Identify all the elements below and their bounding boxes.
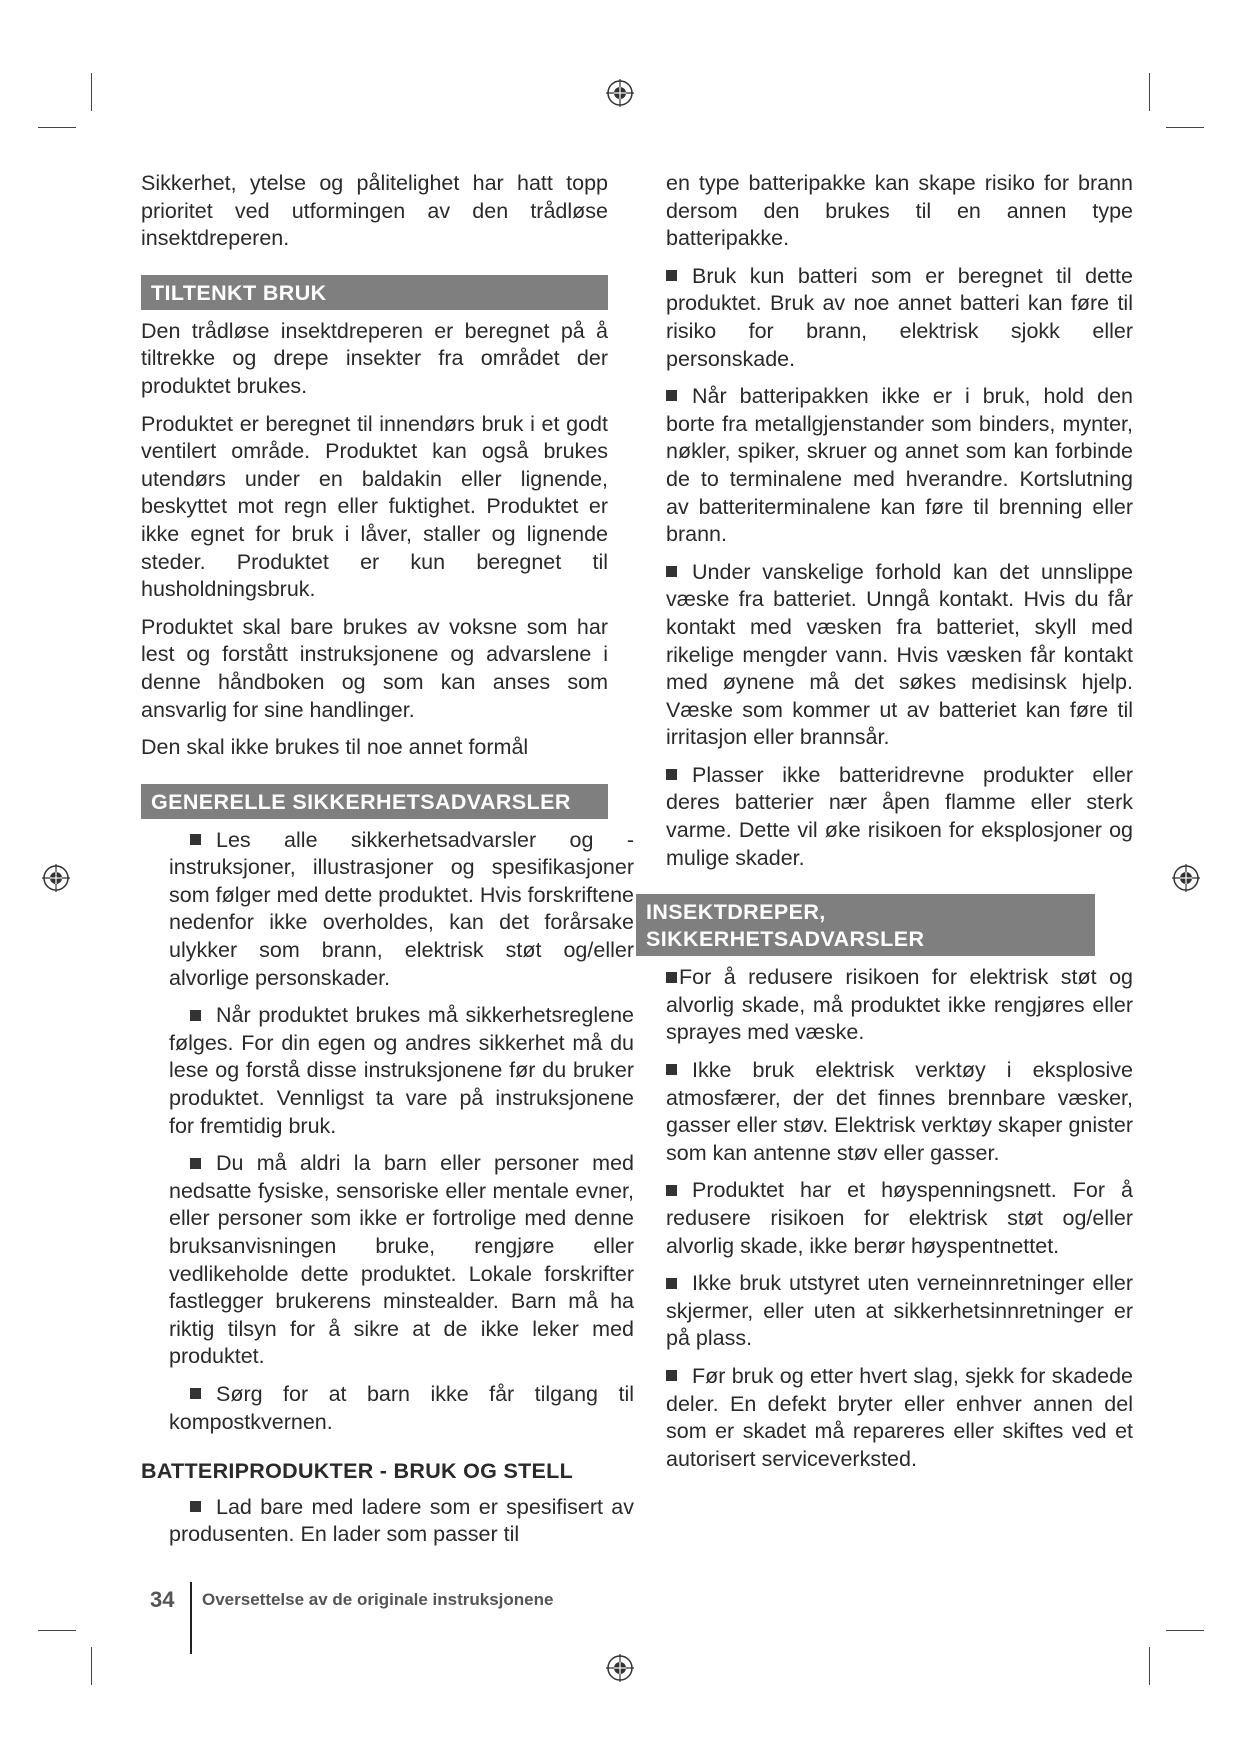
list-item: Ikke bruk utstyret uten verneinnretninger eller skjermer, eller uten at sikkerhetsinnretninger er på plass. — [666, 1271, 1133, 1351]
square-bullet-icon — [190, 1388, 201, 1399]
continued-paragraph: en type batteripakke kan skape risiko for brann dersom den brukes til en annen type batteripakke. — [666, 171, 1133, 251]
square-bullet-icon — [666, 1278, 677, 1289]
list-item: For å redusere risikoen for elektrisk støt og alvorlig skade, må produktet ikke rengjøres eller sprayes med væske. — [666, 965, 1133, 1045]
paragraph: Produktet er beregnet til innendørs bruk i et godt ventilert område. Produktet kan også brukes utendørs under en baldakin eller lignende, beskyttet mot regn eller fuktighet. Produktet er ikke egnet for bruk i låver, staller og lignende steder. Produktet er kun beregnet til husholdningsbruk. — [141, 411, 608, 602]
list-item: Ikke bruk elektrisk verktøy i eksplosive atmosfærer, der det finnes brennbare væsker, gasser eller støv. Elektrisk verktøy skaper gnister som kan antenne støv eller gasser. — [666, 1058, 1133, 1165]
square-bullet-icon — [190, 1158, 201, 1169]
square-bullet-icon — [666, 390, 677, 401]
footer-title: Oversettelse av de originale instruksjonene — [202, 1590, 554, 1609]
square-bullet-icon — [190, 1010, 201, 1021]
square-bullet-icon — [190, 1501, 201, 1512]
page-number: 34 — [150, 1587, 175, 1612]
crop-mark — [91, 73, 92, 111]
left-column — [141, 170, 634, 1559]
paragraph: Produktet skal bare brukes av voksne som har lest og forstått instruksjonene og advarslene i denne håndboken og som kan anses som ansvarlig for sine handlinger. — [141, 614, 608, 722]
intro-paragraph: Sikkerhet, ytelse og pålitelighet har hatt topp prioritet ved utformingen av den trådløse insektdreperen. — [141, 171, 608, 251]
bullet-list — [666, 263, 1133, 872]
square-bullet-icon — [666, 1185, 677, 1196]
registration-target-icon — [604, 77, 636, 109]
registration-target-icon — [604, 1652, 636, 1684]
list-item: Les alle sikkerhetsadvarsler og -instruksjoner, illustrasjoner og spesifikasjoner som følger med dette produktet. Hvis forskriftene nedenfor ikke overholdes, kan det forårsake ulykker som brann, elektrisk støt og/eller alvorlige personskader. — [169, 827, 634, 990]
square-bullet-icon — [190, 834, 201, 845]
crop-mark — [1149, 73, 1150, 111]
square-bullet-icon — [666, 769, 677, 780]
list-item: Du må aldri la barn eller personer med nedsatte fysiske, sensoriske eller mentale evner, eller personer som ikke er fortrolige med denne bruksanvisningen bruke, rengjøre eller vedlikeholde dette produktet. Lokale forskrifter fastlegger brukerens minstealder. Barn må ha riktig tilsyn for å sikre at de ikke leker med produktet. — [169, 1151, 634, 1369]
square-bullet-icon — [666, 972, 677, 983]
square-bullet-icon — [666, 1064, 677, 1075]
crop-mark — [38, 1630, 76, 1631]
list-item: Når batteripakken ikke er i bruk, hold den borte fra metallgjenstander som binders, mynter, nøkler, spiker, skruer og annet som kan forbinde de to terminalene med hverandre. Kortslutning av batteriterminalene kan føre til brenning eller brann. — [666, 384, 1133, 547]
registration-target-icon — [1170, 862, 1202, 894]
crop-mark — [1166, 127, 1204, 128]
heading-line: SIKKERHETSADVARSLER — [646, 927, 925, 952]
right-column — [646, 170, 1133, 1483]
registration-target-icon — [40, 862, 72, 894]
list-item: Under vanskelige forhold kan det unnslippe væske fra batteriet. Unngå kontakt. Hvis du får kontakt med væsken fra batteriet, skyll med rikelige mengder vann. Hvis væsken får kontakt med øynene må det søkes medisinsk hjelp. Væske som kommer ut av batteriet kan føre til irritasjon eller brannsår. — [666, 559, 1133, 750]
crop-mark — [91, 1647, 92, 1685]
section-heading-batteriprodukter: BATTERIPRODUKTER - BRUK OG STELL — [141, 1459, 574, 1484]
crop-mark — [1149, 1647, 1150, 1685]
list-item: Sørg for at barn ikke får tilgang til kompostkvernen. — [169, 1381, 634, 1434]
square-bullet-icon — [666, 566, 677, 577]
crop-mark — [1166, 1630, 1204, 1631]
crop-mark — [38, 127, 76, 128]
list-item: Plasser ikke batteridrevne produkter eller deres batterier nær åpen flamme eller sterk varme. Dette vil øke risikoen for eksplosjoner og mulige skader. — [666, 762, 1133, 870]
bullet-list — [169, 827, 634, 1436]
list-item: Produktet har et høyspenningsnett. For å redusere risikoen for elektrisk støt og/eller alvorlig skade, ikke berør høyspentnettet. — [666, 1178, 1133, 1258]
section-heading-generelle-sikkerhetsadvarsler: GENERELLE SIKKERHETSADVARSLER — [141, 784, 608, 819]
list-item: Når produktet brukes må sikkerhetsreglene følges. For din egen og andres sikkerhet må du lese og forstå disse instruksjonene før du bruker produktet. Vennligst ta vare på instruksjonene for fremtidig bruk. — [169, 1003, 634, 1138]
heading-line: INSEKTDREPER, — [646, 900, 826, 925]
paragraph: Den trådløse insektdreperen er beregnet på å tiltrekke og drepe insekter fra området der produktet brukes. — [141, 318, 608, 398]
bullet-list — [666, 964, 1133, 1473]
section-heading-insektdreper — [636, 894, 1095, 956]
square-bullet-icon — [666, 270, 677, 281]
paragraph: Den skal ikke brukes til noe annet formål — [141, 735, 529, 760]
list-item: Lad bare med ladere som er spesifisert av produsenten. En lader som passer til — [169, 1494, 634, 1547]
footer-divider — [190, 1582, 192, 1654]
bullet-list — [169, 1494, 634, 1549]
list-item: Før bruk og etter hvert slag, sjekk for skadede deler. En defekt bryter eller enhver annen del som er skadet må repareres eller skiftes ved et autorisert serviceverksted. — [666, 1363, 1133, 1471]
square-bullet-icon — [666, 1370, 677, 1381]
list-item: Bruk kun batteri som er beregnet til dette produktet. Bruk av noe annet batteri kan føre til risiko for brann, elektrisk sjokk eller personskade. — [666, 263, 1133, 371]
section-heading-tiltenkt-bruk: TILTENKT BRUK — [141, 275, 608, 310]
